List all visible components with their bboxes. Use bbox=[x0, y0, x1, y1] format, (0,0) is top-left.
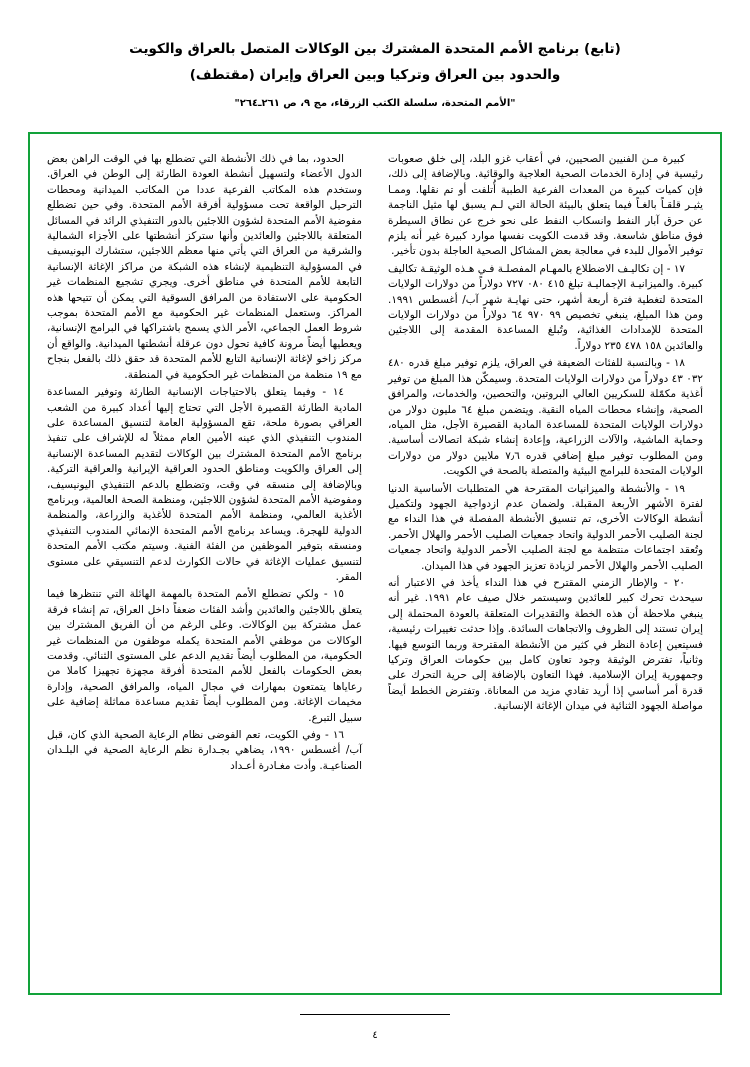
body-column-left bbox=[47, 152, 362, 971]
paragraph: ١٧ - إن تكاليـف الاضطلاع بالمهـام المفصلـة فـي هـذه الوثيقـة تكاليف كبيرة. والميزانيـة الإجماليـة تبلغ ٤١٥ ٠٨٠ ٧٢٧ دولاراً من دولارات الولايات المتحدة لتغطية فترة أربعة أشهر، حتى نهايـة شهر آب/ أغسطس ١٩٩١. ومن هذا المبلغ، ينبغي تخصيص ٩٩ ٩٧٠ ٦٤ دولاراً من دولارات الولايات المتحدة للإمدادات الغذائية، وتُبلغ المساعدة المقدمة إلى اللاجئين والعائدين ١٥٨ ٤٧٨ ٢٣٥ دولاراً. bbox=[388, 262, 704, 352]
two-column-body bbox=[47, 152, 703, 971]
page-title-line-1: (تابع) برنامج الأمم المتحدة المشترك بين الوكالات المتصل بالعراق والكويت bbox=[129, 41, 621, 57]
paragraph: ١٤ - وفيما يتعلق بالاحتياجات الإنسانية الطارئة وتوفير المساعدة المادية الطارئة القصيرة الأجل التي تحتاج إليها أعداد كبيرة من الشعب العراقي بصورة ملحة، تقع المسؤولية العامة لتنسيق المساعدة على المندوب التنفيذي الذي عينه الأمين العام ممثلاً له للإشراف على تنفيذ برنامج الأمم المتحدة المشترك بين الوكالات لتقديم المساعدة الإنسانية إلى العراق والكويت ومناطق الحدود العراقية الإيرانية والعراقية التركية. وبالإضافة إلى منسقه في وقت، وتضطلع بالدعم التنفيذي اليونيسيف، ومفوضية الأمم المتحدة لشؤون اللاجئين، ومنظمة الصحة العالمية، وبرنامج الأغذية العالمي، ومنظمة الأمم المتحدة للأغذية والزراعة، والمنظمة الدولية للهجرة. ويساعد برنامج الأمم المتحدة الإنمائي المندوب التنفيذي ومنسقه بتوفير الموظفين من الفئة الفنية. وسيتم مكتب الأمم المتحدة لتنسيق عمليات الإغاثة في حالات الكوارث لدعم التنسيقي على مستوى المقر. bbox=[47, 386, 362, 583]
source-citation: "الأمم المتحدة، سلسلة الكتب الزرقاء، مج ٩، ص ٢٦١ـ٢٦٤" bbox=[234, 98, 516, 109]
paragraph: ١٩ - والأنشطة والميزانيات المقترحة هي المتطلبات الأساسية الدنيا لفترة الأشهر الأربعة المقبلة. ولضمان عدم ازدواجية الجهود ولتكميل أنشطة الوكالات الأخرى، تم تنسيق الأنشطة المفصلة في هذا النداء مع لجنة الصليب الأحمر الدولية واتحاد جمعيات الصليب الأحمر والهلال الأحمر. وتُعقد اجتماعات منتظمة مع لجنة الصليب الأحمر الدولية واتحاد جمعيات الصليب الأحمر والهلال الأحمر لزيادة تعزيز الجهود في هذا الميدان. bbox=[388, 482, 703, 572]
paragraph: الحدود، بما في ذلك الأنشطة التي تضطلع بها في الوقت الراهن بعض الدول الأعضاء ولتسهيل أنشطة العودة الطارئة إلى الوطن في العراق. وستخدم هذه المكاتب الفرعية عددا من المكاتب الميدانية ومحطات الترحيل الواقعة تحت مسؤولية أفرقة الأمم المتحدة. وفي حين تضطلع مفوضية الأمم المتحدة لشؤون اللاجئين بالدور التنفيذي الرائد في المسائل المتعلقة باللاجئين والعائدين وأنها ستركز أنشطتها على الأجزاء الشمالية والشرقية من العراق التي يأتي منها معظم اللاجئين، ستشارك اليونيسيف في المسؤولية التنظيمية لإنشاء هذه الشبكة من مراكز الإغاثة الإنسانية التابعة للأمم المتحدة في مناطق أخرى. ويجري تشجيع المنظمات غير الحكومية على الاستفادة من المرافق السوقية التي يمكن أن تتيحها هذه المراكز. وستعمل المنظمات غير الحكومية مع الأمم المتحدة بموجب شروط العمل الجماعي، الأمر الذي يسمح باشتراكها في البرامج الإنسانية، ويعطيها أيضاً مرونة كافية تحول دون عرقلة أنشطتها الميدانية. والواقع أن مركز زاخو لإغاثة الإنسانية التابع للأمم المتحدة قد حقق ذلك بالفعل بنجاح مع ١٩ منظمة من المنظمات غير الحكومية في المنطقة. bbox=[47, 153, 362, 381]
paragraph: ١٦ - وفي الكويت، تعم الفوضى نظام الرعاية الصحية الذي كان، قبل آب/ أغسطس ١٩٩٠، يضاهي بجـدارة نظم الرعاية الصحية في البلـدان الصناعيـة. وأدت مغـادرة أعـداد bbox=[47, 729, 362, 772]
paragraph: ٢٠ - والإطار الزمني المقترح في هذا النداء يأخذ في الاعتبار أنه سيحدث تحرك كبير للعائدين وسيستمر خلال صيف عام ١٩٩١. غير أنه ينبغي ملاحظة أن هذه الخطة والتقديرات المتعلقة بالعودة المحتملة إلى إيران تستند إلى الظروف والاتجاهات السائدة. وإذا حدثت تغييرات رئيسية، فسيتعين إعادة النظر في كثير من الأنشطة المقترحة وربما التوسع فيها. وثانياً، تفترض الوثيقة وجود تعاون كامل بين حكومات العراق وتركيا وجمهورية إيران الإسلامية. فهذا التعاون بالإضافة إلى حرية التحرك على قدرة أمر أساسي إذا أريد تفادي مزيد من المعاناة. وتفترض الخطط أيضاً مواصلة الجهود الثنائية في ميدان الإغاثة الإنسانية. bbox=[388, 576, 703, 713]
paragraph: ١٥ - ولكي تضطلع الأمم المتحدة بالمهمة الهائلة التي تنتظرها فيما يتعلق باللاجئين والعائدين وأشد الفئات ضعفاً داخل العراق، تم إنشاء فرقة عمل مشتركة بين الوكالات. وعلى الرغم من أن الفريق المشترك بين الوكالات من موظفي الأمم المتحدة يكمله موظفون من المنظمات غير الحكومية، من المطلوب أيضاً تقديم الدعم على المستوى الثنائي. وقدمت بعض الحكومات بالفعل للأمم المتحدة أفرقة مجهزة تجهيزا كاملا من رعاياها يتمتعون بمهارات في مجال المياه، والمرافق الصحية، وإدارة مخيمات الإغاثة. ومن المطلوب أيضاً تقديم مساعدة مماثلة إضافية على سبيل التبرع. bbox=[47, 588, 362, 724]
footer-divider bbox=[0, 1014, 750, 1015]
body-column-right bbox=[388, 152, 703, 971]
divider-line bbox=[300, 1014, 450, 1015]
page-number: ٤ bbox=[372, 1030, 378, 1041]
paragraph: كبيرة مـن الفنيين الصحيين، في أعقاب غزو البلد، إلى خلق صعوبات رئيسية في إدارة الخدمات الصحية العلاجية والوقائية. وبالإضافة إلى ذلك، فإن كميات كبيرة من المعدات الفرعية الطبية أُتلفت أو تم نقلها. وممـا يثيـر قلقـاً بالغـاً فيما يتعلق بالبيئة الحالة التي لـم يسبق لها مثيل الناجمة عن حرق آبار النفط وانسكاب النفط على نحو خرج عن نطاق السيطرة فوق مناطق شاسعة. وقد قدمت الكويت نفسها موارد كبيرة غير أنه يلزم توفير الأموال للبدء في معالجة بعض المشاكل الصحية العاجلة بدون تأخير. bbox=[388, 153, 703, 258]
page-title-line-2: والحدود بين العراق وتركيا وبين العراق وإيران (مقتطف) bbox=[189, 67, 561, 83]
page-header bbox=[0, 0, 750, 111]
paragraph: ١٨ - وبالنسبة للفئات الضعيفة في العراق، يلزم توفير مبلغ قدره ٤٨٠ ٠٣٢ ٤٣ دولاراً من دولارات الولايات المتحدة. وسيمكّن هذا المبلغ من توفير أغذية مكمّلة للسكريين العالي البروتين، والتحصين، والخدمات، والمرافق الصحية، وإنشاء محطات المياه النقية. ويتضمن مبلغ ٦٤ مليون دولار من دولارات الولايات المتحدة للمساعدة المادية القصيرة الأجل، مثل المياه، وحماية الماشية، والآلات الزراعية، وإعادة إنشاء شبكة اتصالات أساسية. ومن المطلوب توفير مبلغ إضافي قدره ٧٫٦ ملايين دولار من دولارات الولايات المتحدة للبرامج البيئية والمتصلة بالصحة في الكويت. bbox=[388, 357, 703, 478]
